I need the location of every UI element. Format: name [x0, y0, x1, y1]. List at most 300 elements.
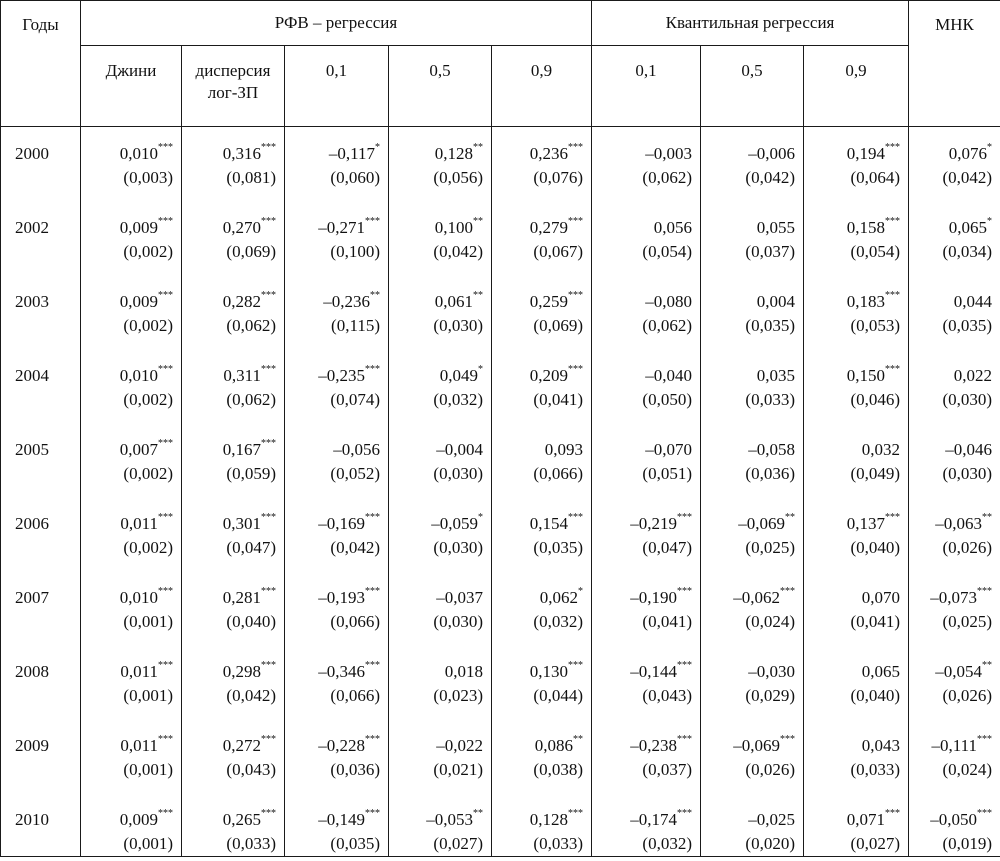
standard-error: (0,024) [745, 611, 795, 631]
estimate-cell [492, 208, 592, 282]
standard-error: (0,034) [942, 241, 993, 261]
coefficient-value: 0,183 [846, 291, 886, 311]
standard-error: (0,026) [942, 537, 993, 557]
estimate-cell [909, 430, 1000, 504]
estimate-cell [592, 127, 701, 208]
standard-error: (0,033) [745, 389, 795, 409]
estimate-cell [909, 127, 1000, 208]
estimate-cell [592, 652, 701, 726]
standard-error: (0,050) [642, 389, 692, 409]
coefficient: 0,049* [439, 363, 483, 385]
standard-error: (0,021) [433, 759, 483, 779]
standard-error: (0,037) [745, 241, 795, 261]
standard-error: (0,060) [330, 168, 380, 187]
table-body [1, 127, 1000, 857]
year-cell: 2008 [1, 652, 81, 726]
estimate-cell [804, 208, 909, 282]
coefficient-value: 0,236 [529, 144, 568, 163]
standard-error: (0,066) [533, 463, 583, 483]
coefficient-value: 0,043 [861, 735, 901, 755]
standard-error: (0,043) [642, 685, 692, 705]
sub-header-rif-q01: 0,1 [285, 46, 389, 127]
coefficient-value: 0,311 [223, 365, 261, 385]
quantile-regression-header: Квантильная регрессия [592, 1, 909, 46]
estimate-cell [182, 800, 285, 857]
coefficient: –0,144*** [630, 659, 692, 681]
year-cell: 2007 [1, 578, 81, 652]
estimate-cell [81, 578, 182, 652]
standard-error: (0,047) [226, 537, 276, 557]
coefficient: –0,059* [431, 511, 483, 533]
standard-error: (0,040) [850, 537, 901, 557]
coefficient: 0,128*** [529, 807, 583, 829]
coefficient-value: 0,128 [434, 144, 473, 163]
coefficient-value: 0,009 [119, 809, 158, 829]
standard-error: (0,002) [123, 463, 173, 483]
estimate-cell [701, 127, 804, 208]
table-row [1, 430, 1000, 504]
estimate-cell [804, 282, 909, 356]
coefficient: 0,010*** [119, 363, 173, 385]
estimate-cell [81, 430, 182, 504]
coefficient-value: –0,069 [738, 513, 785, 533]
coefficient: –0,063** [935, 511, 993, 533]
standard-error: (0,030) [433, 611, 483, 631]
standard-error: (0,027) [850, 833, 901, 853]
standard-error: (0,042) [433, 241, 483, 261]
coefficient-value: 0,158 [846, 217, 886, 237]
standard-error: (0,041) [642, 611, 692, 631]
standard-error: (0,059) [226, 463, 276, 483]
standard-error: (0,069) [533, 315, 583, 335]
standard-error: (0,002) [123, 537, 173, 557]
estimate-cell [182, 282, 285, 356]
standard-error: (0,035) [745, 315, 795, 335]
table-row [1, 726, 1000, 800]
coefficient [389, 586, 483, 610]
standard-error: (0,025) [745, 537, 795, 557]
coefficient-value: –0,073 [930, 587, 978, 607]
coefficient: 0,128** [434, 142, 483, 163]
coefficient: 0,130*** [529, 659, 583, 681]
coefficient: –0,054** [935, 659, 993, 681]
coefficient [909, 290, 992, 314]
standard-error: (0,053) [850, 315, 901, 335]
coefficient-value: –0,006 [748, 144, 795, 163]
coefficient [701, 142, 795, 166]
coefficient-value: 0,009 [119, 291, 158, 311]
sub-header-rif-q05: 0,5 [389, 46, 492, 127]
coefficient: 0,007*** [119, 437, 173, 459]
standard-error: (0,044) [533, 685, 583, 705]
coefficient: –0,193*** [318, 585, 380, 607]
years-header: Годы [1, 1, 81, 127]
standard-error: (0,019) [942, 833, 993, 853]
standard-error: (0,030) [433, 463, 483, 483]
standard-error: (0,046) [850, 389, 901, 409]
coefficient-value: 0,044 [953, 291, 993, 311]
coefficient-value: –0,022 [436, 735, 483, 755]
standard-error: (0,001) [123, 685, 173, 705]
year-cell: 2006 [1, 504, 81, 578]
estimate-cell [285, 652, 389, 726]
coefficient: 0,183*** [846, 289, 901, 311]
coefficient: 0,270*** [222, 215, 276, 237]
coefficient [389, 660, 483, 684]
coefficient [804, 438, 900, 462]
table-row [1, 127, 1000, 208]
estimate-cell [909, 726, 1000, 800]
coefficient-value: –0,346 [318, 661, 365, 681]
table-row [1, 208, 1000, 282]
coefficient: 0,236*** [529, 142, 583, 163]
estimate-cell [81, 356, 182, 430]
coefficient-value: 0,049 [439, 365, 478, 385]
coefficient: 0,281*** [222, 585, 276, 607]
coefficient: –0,069*** [733, 733, 795, 755]
sub-header-rif-q09: 0,9 [492, 46, 592, 127]
coefficient-value: 0,076 [948, 144, 988, 163]
table-header [1, 1, 1000, 127]
coefficient [701, 438, 795, 462]
estimate-cell [285, 208, 389, 282]
coefficient: –0,174*** [630, 807, 692, 829]
coefficient [701, 290, 795, 314]
estimate-cell [182, 504, 285, 578]
coefficient: 0,272*** [222, 733, 276, 755]
sub-header-log-wage-variance: дисперсия лог-ЗП [182, 46, 285, 127]
standard-error: (0,026) [942, 685, 993, 705]
standard-error: (0,052) [330, 463, 380, 483]
estimate-cell [592, 208, 701, 282]
coefficient-value: 0,061 [434, 291, 473, 311]
estimate-cell [592, 504, 701, 578]
coefficient-value: 0,062 [539, 587, 578, 607]
coefficient: 0,062* [539, 585, 583, 607]
estimate-cell [81, 127, 182, 208]
coefficient: –0,228*** [318, 733, 380, 755]
coefficient: 0,282*** [222, 289, 276, 311]
coefficient: –0,235*** [318, 363, 380, 385]
estimate-cell [81, 800, 182, 857]
coefficient [592, 364, 692, 388]
coefficient [909, 364, 992, 388]
estimate-cell [492, 800, 592, 857]
coefficient [492, 438, 583, 462]
standard-error: (0,033) [850, 759, 901, 779]
estimate-cell [389, 208, 492, 282]
standard-error: (0,067) [533, 241, 583, 261]
standard-error: (0,047) [642, 537, 692, 557]
coefficient: –0,149*** [318, 807, 380, 829]
coefficient: 0,265*** [222, 807, 276, 829]
standard-error: (0,037) [642, 759, 692, 779]
estimate-cell [804, 800, 909, 857]
estimate-cell [592, 578, 701, 652]
estimate-cell [909, 652, 1000, 726]
table-row [1, 652, 1000, 726]
coefficient-value: 0,150 [846, 365, 886, 385]
standard-error: (0,023) [433, 685, 483, 705]
coefficient: 0,209*** [529, 363, 583, 385]
estimate-cell [701, 504, 804, 578]
year-cell: 2000 [1, 127, 81, 208]
year-cell: 2010 [1, 800, 81, 857]
coefficient [592, 438, 692, 462]
coefficient-value: 0,128 [529, 809, 568, 829]
coefficient [804, 586, 900, 610]
year-cell: 2002 [1, 208, 81, 282]
coefficient [804, 660, 900, 684]
standard-error: (0,033) [533, 833, 583, 853]
standard-error: (0,049) [850, 463, 901, 483]
standard-error: (0,030) [433, 315, 483, 335]
coefficient [701, 660, 795, 684]
estimate-cell [389, 127, 492, 208]
estimate-cell [592, 356, 701, 430]
coefficient-value: –0,025 [748, 809, 795, 829]
coefficient-value: 0,301 [222, 513, 261, 533]
standard-error: (0,027) [433, 833, 483, 853]
estimate-cell [389, 430, 492, 504]
coefficient: –0,117* [328, 142, 380, 163]
estimate-cell [492, 430, 592, 504]
coefficient-value: –0,219 [630, 513, 677, 533]
standard-error: (0,035) [330, 833, 380, 853]
coefficient-value: 0,279 [529, 217, 568, 237]
standard-error: (0,038) [533, 759, 583, 779]
coefficient-value: –0,169 [318, 513, 365, 533]
estimate-cell [592, 800, 701, 857]
coefficient-value: –0,046 [945, 439, 993, 459]
estimate-cell [389, 282, 492, 356]
coefficient: 0,009*** [119, 215, 173, 237]
standard-error: (0,041) [850, 611, 901, 631]
coefficient: 0,061** [434, 289, 483, 311]
estimate-cell [81, 726, 182, 800]
coefficient-value: –0,271 [318, 217, 365, 237]
standard-error: (0,042) [745, 168, 795, 187]
coefficient: 0,010*** [119, 142, 173, 163]
coefficient-value: –0,004 [436, 439, 483, 459]
coefficient [804, 734, 900, 758]
coefficient-value: –0,070 [645, 439, 692, 459]
coefficient-value: 0,009 [119, 217, 158, 237]
coefficient [701, 364, 795, 388]
coefficient: 0,279*** [529, 215, 583, 237]
table-row [1, 800, 1000, 857]
coefficient: 0,100** [434, 215, 483, 237]
estimate-cell [182, 652, 285, 726]
coefficient: 0,065* [948, 215, 993, 237]
coefficient-value: 0,130 [529, 661, 568, 681]
standard-error: (0,035) [942, 315, 993, 335]
standard-error: (0,035) [533, 537, 583, 557]
estimate-cell [804, 504, 909, 578]
coefficient-value: –0,144 [630, 661, 677, 681]
coefficient-value: 0,010 [119, 365, 158, 385]
standard-error: (0,030) [942, 463, 993, 483]
standard-error: (0,002) [123, 241, 173, 261]
estimate-cell [389, 726, 492, 800]
coefficient: 0,076* [948, 142, 993, 163]
coefficient: 0,301*** [222, 511, 276, 533]
coefficient-value: 0,100 [434, 217, 473, 237]
estimate-cell [492, 504, 592, 578]
coefficient-value: –0,238 [630, 735, 677, 755]
coefficient: –0,050*** [930, 807, 993, 829]
sub-header-qr-q09: 0,9 [804, 46, 909, 127]
coefficient-value: 0,167 [222, 439, 261, 459]
estimate-cell [701, 356, 804, 430]
estimate-cell [285, 430, 389, 504]
coefficient-value: 0,004 [756, 291, 795, 311]
standard-error: (0,100) [330, 241, 380, 261]
estimate-cell [592, 282, 701, 356]
coefficient-value: –0,030 [748, 661, 795, 681]
standard-error: (0,001) [123, 759, 173, 779]
standard-error: (0,062) [226, 389, 276, 409]
estimate-cell [389, 652, 492, 726]
coefficient: –0,069** [738, 511, 795, 533]
coefficient-value: 0,137 [846, 513, 886, 533]
coefficient-value: 0,209 [529, 365, 568, 385]
coefficient: 0,011*** [120, 733, 173, 755]
estimate-cell [804, 578, 909, 652]
coefficient [389, 734, 483, 758]
estimate-cell [909, 800, 1000, 857]
coefficient: 0,137*** [846, 511, 901, 533]
estimate-cell [285, 127, 389, 208]
estimate-cell [804, 127, 909, 208]
standard-error: (0,020) [745, 833, 795, 853]
estimate-cell [81, 282, 182, 356]
estimate-cell [701, 800, 804, 857]
coefficient-value: –0,111 [931, 735, 978, 755]
estimate-cell [285, 726, 389, 800]
standard-error: (0,025) [942, 611, 993, 631]
coefficient-value: 0,270 [222, 217, 261, 237]
coefficient-value: 0,011 [120, 661, 158, 681]
estimate-cell [909, 282, 1000, 356]
coefficient: 0,154*** [529, 511, 583, 533]
year-cell: 2003 [1, 282, 81, 356]
coefficient-value: 0,011 [120, 735, 158, 755]
estimate-cell [909, 356, 1000, 430]
coefficient [909, 438, 992, 462]
coefficient: 0,298*** [222, 659, 276, 681]
coefficient-value: –0,235 [318, 365, 365, 385]
coefficient [389, 438, 483, 462]
standard-error: (0,076) [533, 168, 583, 187]
standard-error: (0,054) [850, 241, 901, 261]
standard-error: (0,001) [123, 611, 173, 631]
standard-error: (0,051) [642, 463, 692, 483]
standard-error: (0,002) [123, 315, 173, 335]
estimate-cell [804, 356, 909, 430]
estimate-cell [285, 578, 389, 652]
year-cell: 2004 [1, 356, 81, 430]
standard-error: (0,040) [850, 685, 901, 705]
estimate-cell [701, 208, 804, 282]
coefficient-value: 0,010 [119, 587, 158, 607]
coefficient: –0,053** [426, 807, 483, 829]
estimate-cell [285, 504, 389, 578]
estimate-cell [285, 800, 389, 857]
standard-error: (0,074) [330, 389, 380, 409]
coefficient-value: –0,058 [748, 439, 795, 459]
estimate-cell [592, 430, 701, 504]
estimate-cell [701, 282, 804, 356]
estimate-cell [909, 578, 1000, 652]
standard-error: (0,036) [330, 759, 380, 779]
estimate-cell [182, 356, 285, 430]
standard-error: (0,032) [433, 389, 483, 409]
standard-error: (0,062) [642, 315, 692, 335]
coefficient: –0,238*** [630, 733, 692, 755]
rif-regression-header: РФВ – регрессия [81, 1, 592, 46]
coefficient: –0,346*** [318, 659, 380, 681]
coefficient: 0,316*** [222, 142, 276, 163]
estimate-cell [492, 726, 592, 800]
standard-error: (0,030) [942, 389, 993, 409]
coefficient-value: 0,093 [544, 439, 583, 459]
estimate-cell [701, 726, 804, 800]
standard-error: (0,042) [330, 537, 380, 557]
estimate-cell [81, 652, 182, 726]
standard-error: (0,066) [330, 611, 380, 631]
standard-error: (0,054) [642, 241, 692, 261]
coefficient-value: –0,228 [318, 735, 365, 755]
coefficient-value: 0,316 [222, 144, 261, 163]
sub-header-qr-q01: 0,1 [592, 46, 701, 127]
coefficient-value: –0,069 [733, 735, 780, 755]
coefficient-value: –0,062 [733, 587, 780, 607]
estimate-cell [285, 356, 389, 430]
year-cell: 2009 [1, 726, 81, 800]
estimate-cell [182, 578, 285, 652]
coefficient: –0,062*** [733, 585, 795, 607]
estimate-cell [492, 127, 592, 208]
standard-error: (0,032) [533, 611, 583, 631]
estimate-cell [285, 282, 389, 356]
coefficient-value: –0,190 [630, 587, 677, 607]
estimate-cell [492, 578, 592, 652]
estimate-cell [492, 652, 592, 726]
estimate-cell [81, 504, 182, 578]
coefficient-value: 0,032 [861, 439, 901, 459]
estimate-cell [909, 208, 1000, 282]
coefficient: –0,236** [323, 289, 380, 311]
coefficient-value: –0,117 [328, 144, 375, 163]
coefficient-value: 0,194 [846, 144, 886, 163]
coefficient-value: 0,065 [861, 661, 901, 681]
coefficient: 0,259*** [529, 289, 583, 311]
estimate-cell [182, 127, 285, 208]
coefficient [701, 808, 795, 832]
coefficient [701, 216, 795, 240]
coefficient-value: –0,063 [935, 513, 983, 533]
estimate-cell [389, 578, 492, 652]
coefficient: 0,086** [534, 733, 583, 755]
estimate-cell [182, 208, 285, 282]
standard-error: (0,026) [745, 759, 795, 779]
standard-error: (0,042) [942, 168, 993, 187]
coefficient-value: 0,071 [846, 809, 886, 829]
coefficient-value: 0,035 [756, 365, 795, 385]
coefficient-value: 0,010 [119, 144, 158, 163]
sub-header-qr-q05: 0,5 [701, 46, 804, 127]
